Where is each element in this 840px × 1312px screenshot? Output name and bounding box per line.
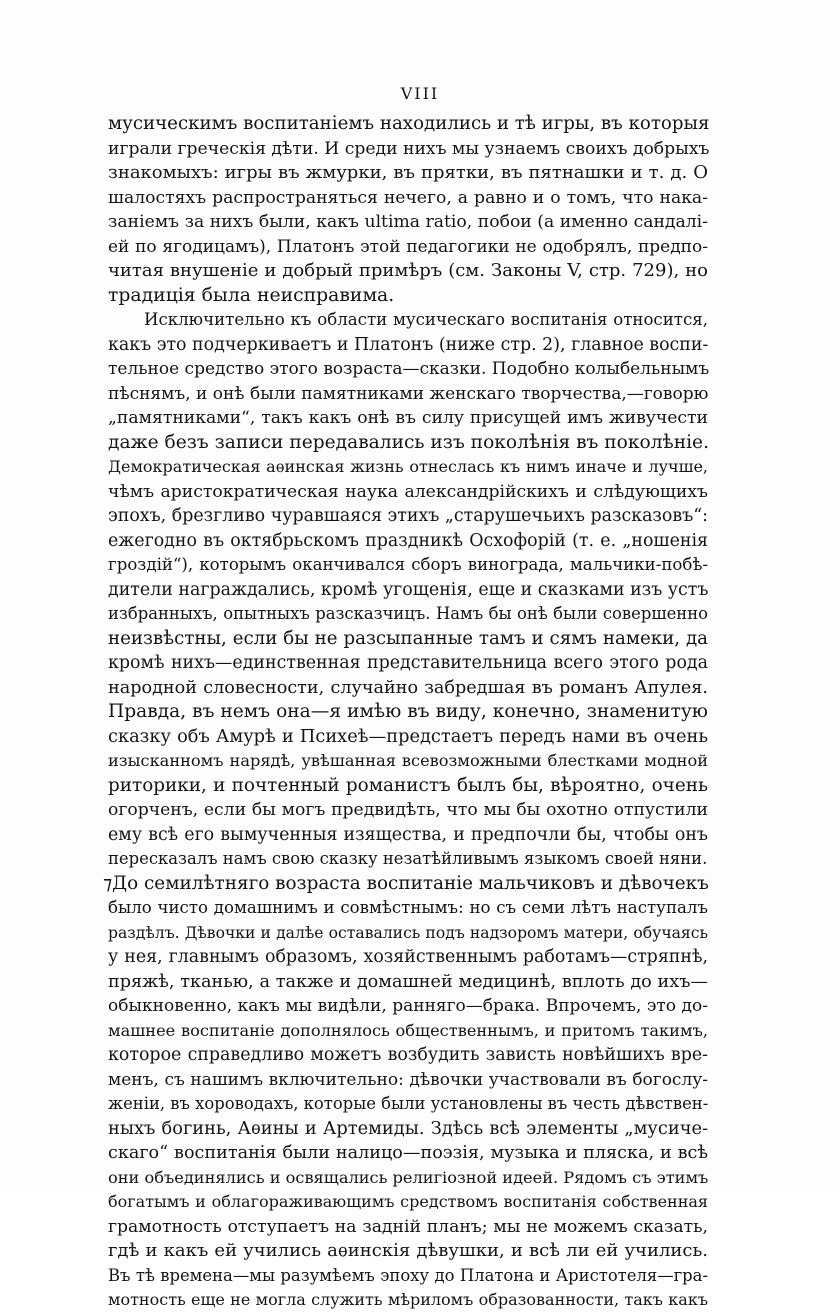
text-line: ей по ягодицамъ), Платонъ этой педагогики не одобрялъ, предпо- [108,236,708,257]
text-line: дители награждались, кромѣ угощенія, еще и сказками изъ устъ [108,579,709,600]
text-line: обыкновенно, какъ мы видѣли, ранняго—брака. Впрочемъ, это до- [108,996,708,1016]
text-line: заніемъ за нихъ были, какъ ultima ratio, побои (а именно сандалі- [108,212,708,232]
text-line: Исключительно къ области мусическаго воспитанія относится, [144,310,708,329]
text-line: пересказалъ намъ свою сказку незатѣйливымъ языкомъ своей няни. [108,849,708,868]
text-line: машнее воспитаніе дополнялось общественнымъ, и притомъ такимъ, [108,1020,708,1040]
text-line: гдѣ и какъ ей учились аѳинскія дѣвушки, и всѣ ли ей учились. [108,1240,708,1261]
text-line: народной словесности, случайно забредшая въ романъ Апулея. [108,677,708,698]
text-line: менъ, съ нашимъ включительно: дѣвочки участвовали въ богослу- [108,1069,708,1090]
text-line: риторики, и почтенный романистъ былъ бы, вѣроятно, очень [108,774,708,796]
text-line: грамотность отступаетъ на задній планъ; мы не можемъ сказать, [108,1216,708,1237]
text-line: знакомыхъ: игры въ жмурки, въ прятки, въ пятнашки и т. д. О [108,162,708,183]
text-line: даже безъ записи передавались изъ поколѣнія въ поколѣніе. [108,431,709,453]
text-line: они объединялись и освящались религіозной идеей. Рядомъ съ этимъ [108,1167,709,1187]
text-line: которое справедливо можетъ возбудить зависть новѣйшихъ вре- [108,1045,708,1065]
text-line: было чисто домашнимъ и совмѣстнымъ: но съ семи лѣтъ наступалъ [108,898,708,917]
text-line: пряжѣ, тканью, а также и домашней медицинѣ, вплоть до ихъ— [108,971,708,992]
text-line: ежегодно въ октябрьскомъ праздникѣ Осхофорій (т. е. „ношенія [108,530,708,551]
text-line: скаго“ воспитанія были налицо—поэзія, музыка и пляска, и всѣ [108,1143,708,1163]
text-line: эпохъ, брезгливо чуравшаяся этихъ „старушечьихъ разсказовъ“: [108,506,708,526]
text-line: традиція была неисправима. [108,284,395,306]
text-line: изысканномъ нарядѣ, увѣшанная всевозможными блестками модной [108,751,708,770]
text-line: „памятниками“, такъ какъ онѣ въ силу присущей имъ живучести [108,408,708,428]
text-line: Въ тѣ времена—мы разумѣемъ эпоху до Платона и Аристотеля—гра- [108,1265,708,1285]
page-number: VIII [400,84,440,103]
text-line: играли греческія дѣти. И среди нихъ мы узнаемъ своихъ добрыхъ [108,138,710,159]
text-line: у нея, главнымъ образомъ, хозяйственнымъ работамъ—стряпнѣ, [108,947,708,967]
text-line: кромѣ нихъ—единственная представительница всего этого рода [108,653,708,673]
text-line: раздѣлъ. Дѣвочки и далѣе оставались подъ надзоромъ матери, обучаясь [108,923,708,942]
text-line: какъ это подчеркиваетъ и Платонъ (ниже стр. 2), главное воспи- [108,334,709,355]
text-line: Демократическая аѳинская жизнь отнеслась къ нимъ иначе и лучше, [108,457,708,476]
text-line: мусическимъ воспитаніемъ находились и тѣ игры, въ которыя [108,113,710,134]
text-line: ныхъ богинь, Аѳины и Артемиды. Здѣсь всѣ элементы „мусиче- [108,1117,708,1139]
text-line: тельное средство этого возраста—сказки. Подобно колыбельнымъ [108,359,710,379]
text-line: читая внушеніе и добрый примѣръ (см. Законы V, стр. 729), но [108,260,708,281]
text-line: богатымъ и облагораживающимъ средствомъ воспитанія собственная [108,1192,708,1211]
text-line: неизвѣстны, если бы не разсыпанные тамъ и сямъ намеки, да [108,627,708,649]
text-line: ⁊До семилѣтняго возраста воспитаніе мальчиковъ и дѣвочекъ [103,872,709,894]
text-line: сказку объ Амурѣ и Психеѣ—предстаетъ передъ нами въ очень [108,725,708,747]
text-line: гроздій“), которымъ оканчивался сборъ винограда, мальчики-побѣ- [108,555,708,574]
text-line: мотность еще не могла служить мѣриломъ образованности, такъ какъ [108,1290,708,1309]
text-line: женіи, въ хороводахъ, которые были установлены въ честь дѣвствен- [108,1094,709,1113]
text-line: чѣмъ аристократическая наука александрійскихъ и слѣдующихъ [108,481,708,502]
text-line: огорченъ, если бы могъ предвидѣть, что мы бы охотно отпустили [108,800,708,820]
text-line: шалостяхъ распространяться нечего, а равно и о томъ, что нака- [108,187,708,208]
text-line: Правда, въ немъ она—я имѣю въ виду, конечно, знаменитую [108,701,708,722]
text-line: пѣснямъ, и онѣ были памятниками женскаго творчества,—говорю [108,383,709,404]
text-line: избранныхъ, опытныхъ разсказчицъ. Намъ бы онѣ были совершенно [108,604,708,623]
text-line: ему всѣ его вымученныя изящества, и предпочли бы, чтобы онъ [108,824,708,845]
